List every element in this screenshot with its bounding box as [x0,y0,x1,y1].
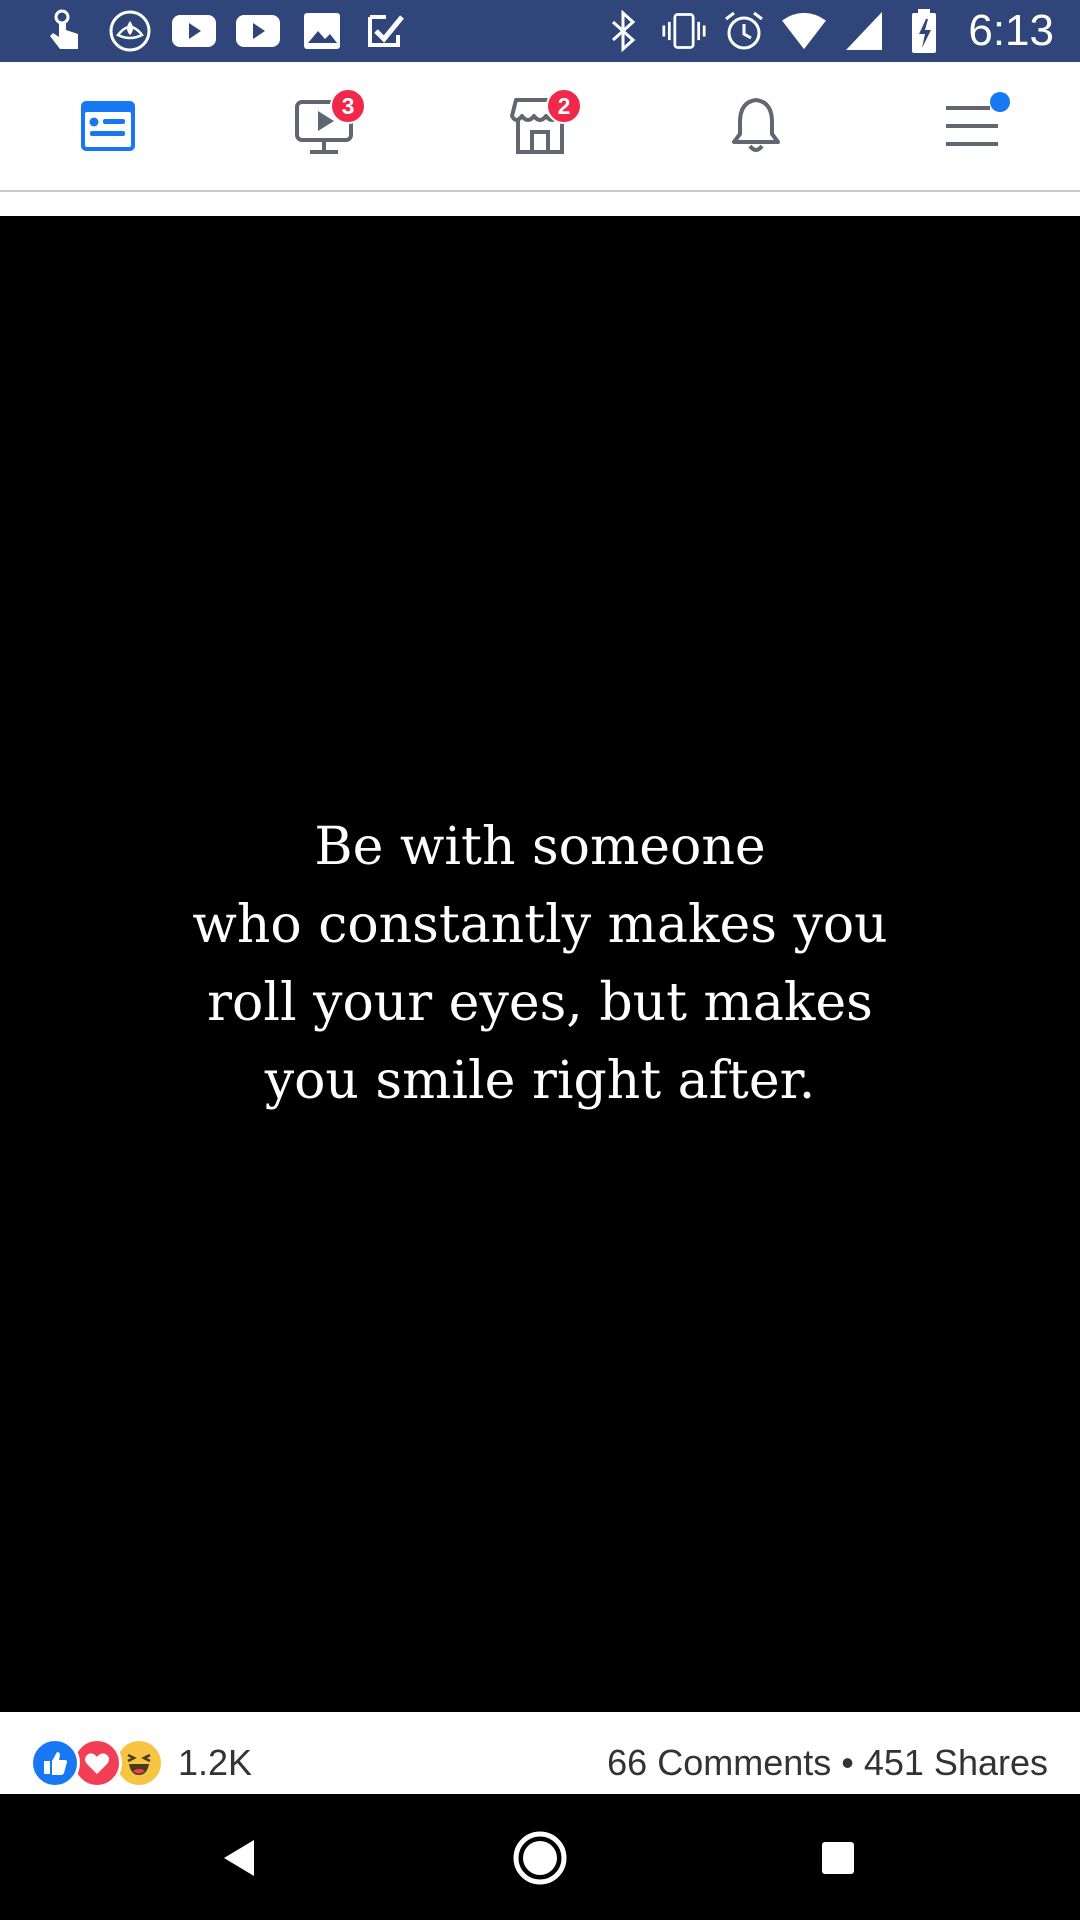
wifi-icon [782,9,826,53]
image-icon [300,9,344,53]
quote-text [192,808,887,1120]
task-check-icon [364,9,408,53]
quote-line: you smile right after. [264,1051,816,1111]
reaction-count: 1.2K [178,1742,253,1783]
battery-charging-icon [902,9,946,53]
news-feed-icon [78,96,138,156]
recents-button[interactable] [798,1818,878,1898]
home-circle-icon [512,1830,568,1886]
quote-line: who constantly makes you [192,895,888,955]
system-navigation-bar [0,1794,1080,1920]
comments-count[interactable]: 66 Comments [607,1742,832,1783]
lotus-app-icon [108,9,152,53]
signal-icon [842,9,886,53]
quote-line: Be with someone [314,817,766,877]
top-navigation [0,62,1080,192]
tab-notifications[interactable] [696,62,816,190]
recents-square-icon [818,1838,858,1878]
tab-marketplace[interactable] [480,62,600,190]
home-button[interactable] [500,1818,580,1898]
back-button[interactable] [200,1818,280,1898]
bell-icon [724,94,788,158]
status-bar [0,0,1080,62]
separator-dot: • [841,1742,854,1783]
post-image[interactable] [0,216,1080,1712]
alarm-icon [722,9,766,53]
tab-watch[interactable] [264,62,384,190]
touch-icon [44,9,88,53]
back-triangle-icon [220,1836,260,1880]
tab-menu[interactable] [912,62,1032,190]
reactions-summary[interactable] [30,1740,252,1786]
clock: 6:13 [968,6,1054,55]
notification-icons [44,0,408,62]
bluetooth-icon [602,9,646,53]
watch-badge: 3 [330,88,366,124]
vibrate-icon [662,9,706,53]
post-stats-bar [0,1712,1080,1794]
tab-news-feed[interactable] [48,62,168,190]
menu-notification-dot [990,92,1010,112]
like-icon [30,1738,80,1788]
shares-count[interactable]: 451 Shares [863,1742,1048,1783]
youtube-icon [172,9,216,53]
comments-shares [607,1740,1048,1786]
quote-line: roll your eyes, but makes [207,973,873,1033]
youtube-icon [236,9,280,53]
marketplace-badge: 2 [546,88,582,124]
system-icons [602,0,1054,62]
